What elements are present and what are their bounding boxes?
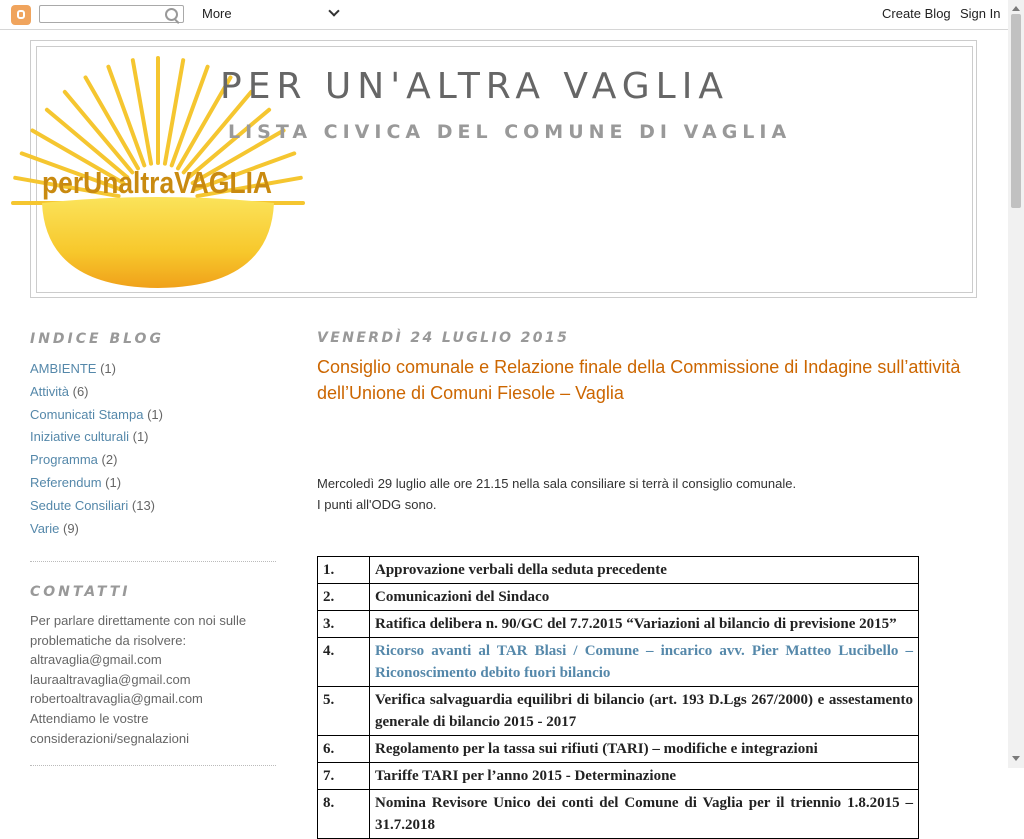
labels-list	[30, 358, 163, 540]
agenda-number: 6.	[318, 736, 370, 763]
sun-ray	[133, 60, 151, 163]
contact-line: problematiche da risolvere:	[30, 632, 187, 648]
contact-heading: CONTATTI	[30, 584, 131, 600]
contact-line: considerazioni/segnalazioni	[30, 730, 189, 746]
label-count: (1)	[96, 361, 116, 376]
agenda-row	[318, 763, 919, 790]
contact-line: Per parlare direttamente con noi sulle	[30, 613, 247, 628]
search-icon[interactable]	[165, 8, 178, 21]
agenda-cell	[370, 638, 919, 687]
agenda-text: Approvazione verbali della seduta precedente	[375, 562, 667, 578]
more-dropdown[interactable]: More	[202, 6, 232, 21]
agenda-cell	[370, 687, 919, 736]
search-input[interactable]	[39, 5, 184, 23]
label-count: (6)	[69, 383, 89, 399]
contact-line: altravaglia@gmail.com	[30, 652, 162, 668]
label-item	[30, 426, 163, 449]
agenda-text: Verifica salvaguardia equilibri di bilancio (art. 193 D.Lgs 267/2000) e assestamento generale di bilancio 2015 - 2017	[375, 692, 913, 730]
scroll-up-arrow-icon[interactable]	[1012, 6, 1020, 11]
post-date: VENERDÌ 24 LUGLIO 2015	[317, 330, 570, 346]
contact-line: robertoaltravaglia@gmail.com	[30, 691, 203, 707]
label-count: (13)	[128, 497, 156, 513]
label-item	[30, 518, 163, 541]
agenda-number: 8.	[318, 790, 370, 839]
agenda-cell	[370, 763, 919, 790]
post-title[interactable]: Consiglio comunale e Relazione finale della Commissione di Indagine sull’attività dell’Unione di Comuni Fiesole – Vaglia	[317, 357, 961, 403]
sidebar-divider	[30, 561, 276, 562]
agenda-row	[318, 611, 919, 638]
agenda-row	[318, 557, 919, 584]
agenda-text: Regolamento per la tassa sui rifiuti (TARI) – modifiche e integrazioni	[375, 741, 818, 757]
label-link[interactable]: Attività	[30, 383, 70, 399]
agenda-cell	[370, 557, 919, 584]
agenda-text: Comunicazioni del Sindaco	[375, 589, 550, 605]
sidebar-divider	[30, 765, 276, 766]
post-intro	[317, 473, 957, 515]
label-link[interactable]: Referendum	[30, 474, 102, 490]
agenda-number: 2.	[318, 584, 370, 611]
intro-line: Mercoledì 29 luglio alle ore 21.15 nella sala consiliare si terrà il consiglio comunale.	[317, 476, 797, 491]
agenda-text: Ratifica delibera n. 90/GC del 7.7.2015 “Variazioni al bilancio di previsione 2015”	[375, 616, 897, 632]
scroll-down-arrow-icon[interactable]	[1012, 756, 1020, 761]
page-scrollbar[interactable]	[1008, 0, 1024, 768]
agenda-cell	[370, 584, 919, 611]
agenda-number: 1.	[318, 557, 370, 584]
blog-description: LISTA CIVICA DEL COMUNE DI VAGLIA	[228, 121, 792, 143]
label-link[interactable]: Iniziative culturali	[30, 429, 129, 445]
label-item	[30, 449, 163, 472]
blog-title[interactable]: PER UN'ALTRA VAGLIA	[220, 66, 729, 107]
label-item	[30, 404, 163, 427]
agenda-text: Tariffe TARI per l’anno 2015 - Determinazione	[375, 768, 677, 784]
chevron-down-icon[interactable]	[328, 5, 339, 16]
labels-heading: INDICE BLOG	[30, 331, 164, 347]
agenda-table	[317, 556, 919, 839]
contact-text	[30, 611, 276, 748]
navbar	[0, 0, 1008, 30]
label-count: (1)	[129, 429, 149, 445]
agenda-number: 5.	[318, 687, 370, 736]
intro-line: I punti all'ODG sono.	[317, 497, 437, 512]
label-count: (9)	[59, 520, 79, 536]
agenda-number: 3.	[318, 611, 370, 638]
agenda-number: 4.	[318, 638, 370, 687]
label-item	[30, 381, 163, 404]
label-count: (1)	[101, 474, 122, 490]
label-item	[30, 495, 163, 518]
agenda-link[interactable]: Ricorso avanti al TAR Blasi / Comune – incarico avv. Pier Matteo Lucibello – Riconoscimento debito fuori bilancio	[375, 643, 913, 681]
contact-line: Attendiamo le vostre	[30, 710, 149, 726]
label-count: (2)	[97, 452, 118, 468]
label-link[interactable]: Varie	[30, 520, 60, 536]
contact-line: lauraaltravaglia@gmail.com	[30, 671, 191, 687]
agenda-cell	[370, 611, 919, 638]
sign-in-link[interactable]: Sign In	[960, 6, 1001, 21]
agenda-row	[318, 584, 919, 611]
agenda-cell	[370, 790, 919, 839]
agenda-number: 7.	[318, 763, 370, 790]
label-item	[30, 358, 163, 381]
sun-half-disc	[42, 197, 274, 288]
label-link[interactable]: Comunicati Stampa	[30, 406, 144, 422]
agenda-text: Nomina Revisore Unico dei conti del Comune di Vaglia per il triennio 1.8.2015 – 31.7.2018	[375, 795, 913, 833]
agenda-row	[318, 736, 919, 763]
logo-text: perUnaltraVAGLIA	[42, 165, 272, 200]
blogger-icon[interactable]	[11, 5, 31, 25]
label-link[interactable]: Sedute Consiliari	[30, 497, 129, 513]
agenda-row	[318, 638, 919, 687]
agenda-cell	[370, 736, 919, 763]
create-blog-link[interactable]: Create Blog	[882, 6, 951, 21]
agenda-row	[318, 790, 919, 839]
label-link[interactable]: AMBIENTE	[30, 361, 97, 376]
agenda-row	[318, 687, 919, 736]
scrollbar-thumb[interactable]	[1011, 14, 1021, 208]
label-item	[30, 472, 163, 495]
label-count: (1)	[143, 406, 163, 422]
label-link[interactable]: Programma	[30, 452, 98, 468]
sun-ray	[165, 60, 183, 163]
